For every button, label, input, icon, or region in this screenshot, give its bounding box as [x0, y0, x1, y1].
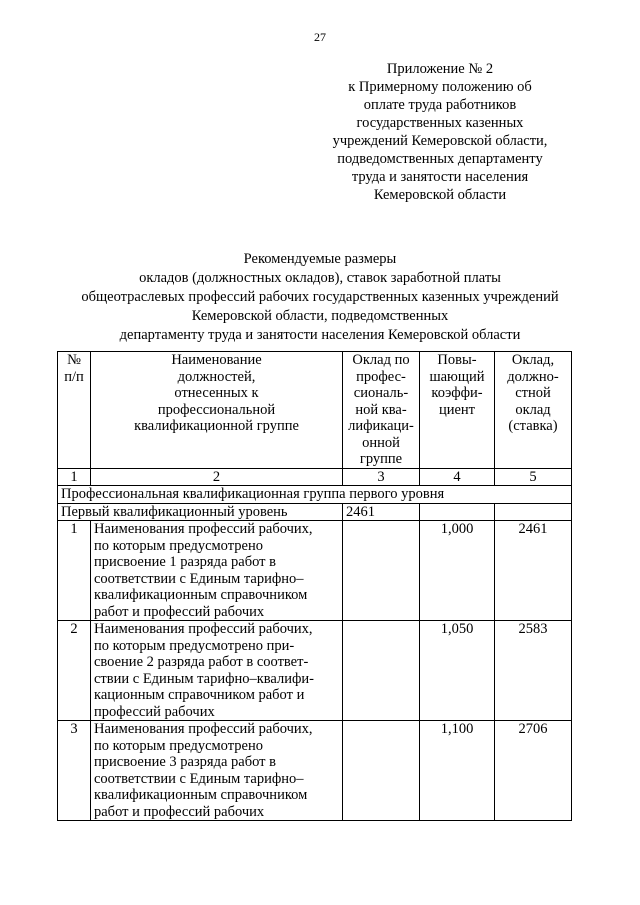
appendix-line: к Примерному положению об	[348, 79, 532, 95]
row-coefficient: 1,050	[420, 621, 495, 721]
table-row	[58, 521, 572, 621]
appendix-line: государственных казенных	[356, 115, 524, 131]
row-number: 3	[58, 721, 91, 821]
appendix-line: труда и занятости населения	[351, 169, 529, 185]
row-coefficient: 1,100	[420, 721, 495, 821]
row-coefficient: 1,000	[420, 521, 495, 621]
document-title	[0, 250, 640, 345]
column-number: 5	[495, 468, 572, 486]
title-line: общеотраслевых профессий рабочих государственных казенных учреждений	[81, 289, 559, 305]
row-description: Наименования профессий рабочих, по которым предусмотрено присвоение 1 разряда работ в соответствии с Единым тарифно– квалификационным справочником работ и профессий рабочих	[91, 521, 343, 621]
row-number: 2	[58, 621, 91, 721]
row-group-salary	[343, 721, 420, 821]
empty-cell	[495, 503, 572, 521]
row-group-salary	[343, 521, 420, 621]
level-salary: 2461	[343, 503, 420, 521]
header-cell-name: Наименование должностей, отнесенных к профессиональной квалификационной группе	[91, 352, 343, 469]
row-rate: 2461	[495, 521, 572, 621]
table-row	[58, 721, 572, 821]
table-header-row	[58, 352, 572, 469]
appendix-block	[320, 60, 560, 204]
salary-table	[57, 351, 572, 821]
row-rate: 2706	[495, 721, 572, 821]
header-cell-coefficient: Повы- шающий коэффи- циент	[420, 352, 495, 469]
header-cell-number: № п/п	[58, 352, 91, 469]
row-number: 1	[58, 521, 91, 621]
row-group-salary	[343, 621, 420, 721]
title-line: окладов (должностных окладов), ставок заработной платы	[139, 270, 501, 286]
row-description: Наименования профессий рабочих, по которым предусмотрено при- своение 2 разряда работ в соответ- ствии с Единым тарифно–квалифи- кационным справочником работ и профессий рабочих	[91, 621, 343, 721]
column-number-row	[58, 468, 572, 486]
header-cell-group-salary: Оклад по профес- сиональ- ной ква- лификаци- онной группе	[343, 352, 420, 469]
appendix-line: учреждений Кемеровской области,	[332, 133, 548, 149]
title-line: департаменту труда и занятости населения Кемеровской области	[119, 327, 521, 343]
empty-cell	[420, 503, 495, 521]
group-label: Профессиональная квалификационная группа первого уровня	[58, 486, 572, 504]
row-description: Наименования профессий рабочих, по которым предусмотрено присвоение 3 разряда работ в соответствии с Единым тарифно– квалификационным справочником работ и профессий рабочих	[91, 721, 343, 821]
appendix-line: Приложение № 2	[386, 61, 494, 77]
column-number: 2	[91, 468, 343, 486]
header-cell-rate: Оклад, должно- стной оклад (ставка)	[495, 352, 572, 469]
column-number: 1	[58, 468, 91, 486]
table-row	[58, 621, 572, 721]
row-rate: 2583	[495, 621, 572, 721]
level-label: Первый квалификационный уровень	[58, 503, 343, 521]
column-number: 4	[420, 468, 495, 486]
page-number: 27	[314, 30, 326, 44]
title-line: Рекомендуемые размеры	[243, 251, 397, 267]
appendix-line: Кемеровской области	[373, 187, 507, 203]
appendix-line: оплате труда работников	[363, 97, 517, 113]
title-line: Кемеровской области, подведомственных	[191, 308, 449, 324]
appendix-line: подведомственных департаменту	[337, 151, 543, 167]
level-row	[58, 503, 572, 521]
group-row	[58, 486, 572, 504]
column-number: 3	[343, 468, 420, 486]
